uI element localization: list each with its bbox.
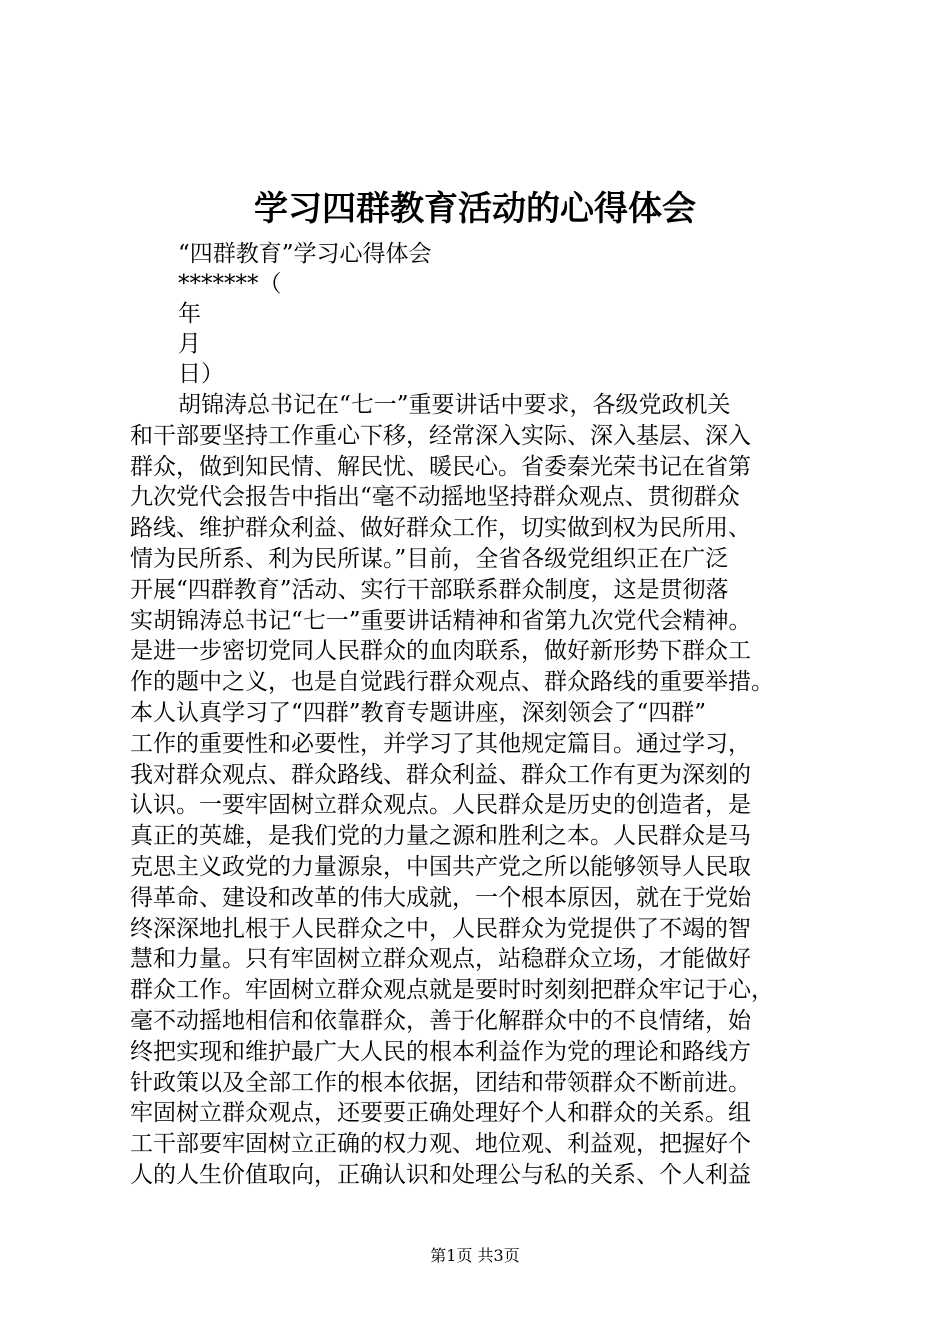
body-line: 得革命、建设和改革的伟大成就，一个根本原因，就在于党始 [130, 884, 751, 911]
body-line: 路线、维护群众利益、做好群众工作，切实做到权为民所用、 [130, 515, 751, 542]
document-title: 学习四群教育活动的心得体会 [254, 189, 696, 229]
body-line: 牢固树立群众观点，还要要正确处理好个人和群众的关系。组 [130, 1100, 751, 1127]
body-line: 工作的重要性和必要性，并学习了其他规定篇目。通过学习， [130, 730, 751, 757]
date-day: 日） [178, 361, 224, 387]
date-month: 月 [178, 331, 201, 357]
body-line: 和干部要坚持工作重心下移，经常深入实际、深入基层、深入 [130, 422, 751, 449]
body-line: 胡锦涛总书记在“七一”重要讲话中要求，各级党政机关 [178, 392, 731, 418]
body-line: 克思主义政党的力量源泉，中国共产党之所以能够领导人民取 [130, 853, 751, 880]
body-line: 开展“四群教育”活动、实行干部联系群众制度，这是贯彻落 [130, 576, 729, 603]
body-line: 本人认真学习了“四群”教育专题讲座，深刻领会了“四群” [130, 699, 707, 726]
body-line: 群众，做到知民情、解民忧、暖民心。省委秦光荣书记在省第 [130, 453, 751, 480]
author-line: *******（ [178, 271, 282, 297]
body-line: 九次党代会报告中指出“毫不动摇地坚持群众观点、贯彻群众 [130, 484, 740, 511]
body-line: 实胡锦涛总书记“七一”重要讲话精神和省第九次党代会精神。 [130, 607, 752, 634]
body-line: 我对群众观点、群众路线、群众利益、群众工作有更为深刻的 [130, 761, 751, 788]
body-line: 针政策以及全部工作的根本依据，团结和带领群众不断前进。 [130, 1069, 751, 1096]
body-line: 真正的英雄，是我们党的力量之源和胜利之本。人民群众是马 [130, 823, 751, 850]
body-line: 作的题中之义，也是自觉践行群众观点、群众路线的重要举措。 [130, 669, 774, 696]
body-line: 是进一步密切党同人民群众的血肉联系，做好新形势下群众工 [130, 638, 751, 665]
body-paragraph [130, 390, 830, 1191]
document-subtitle: “四群教育”学习心得体会 [178, 241, 432, 267]
body-line: 人的人生价值取向，正确认识和处理公与私的关系、个人利益 [130, 1161, 751, 1188]
date-year: 年 [178, 301, 201, 327]
body-line: 终把实现和维护最广大人民的根本利益作为党的理论和路线方 [130, 1038, 751, 1065]
body-line: 群众工作。牢固树立群众观点就是要时时刻刻把群众牢记于心， [130, 977, 774, 1004]
body-line: 工干部要牢固树立正确的权力观、地位观、利益观，把握好个 [130, 1131, 751, 1158]
body-line: 毫不动摇地相信和依靠群众，善于化解群众中的不良情绪，始 [130, 1007, 751, 1034]
page-indicator: 第1页 共3页 [430, 1246, 520, 1265]
body-line: 终深深地扎根于人民群众之中，人民群众为党提供了不竭的智 [130, 915, 751, 942]
body-line: 认识。一要牢固树立群众观点。人民群众是历史的创造者，是 [130, 792, 751, 819]
body-line: 情为民所系、利为民所谋。”目前，全省各级党组织正在广泛 [130, 545, 729, 572]
body-line: 慧和力量。只有牢固树立群众观点，站稳群众立场，才能做好 [130, 946, 751, 973]
